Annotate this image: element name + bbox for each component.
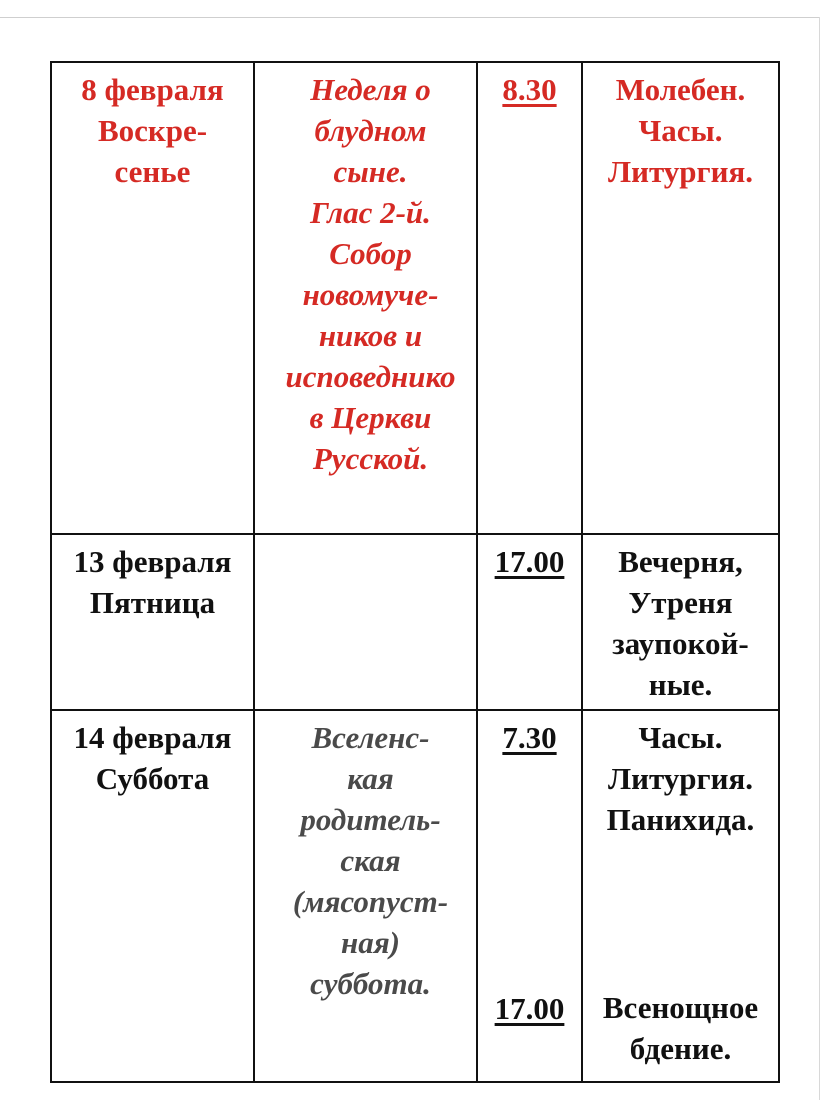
service-cell (582, 62, 779, 534)
service-line: Литургия. (608, 761, 753, 796)
date-line: сенье (114, 154, 191, 189)
date-cell (51, 710, 254, 1082)
time-cell (477, 710, 582, 1082)
feast-line: (мясопуст- (292, 884, 449, 919)
feast-line: кая (347, 761, 394, 796)
date-line: 14 февраля (73, 720, 232, 755)
date-line: 8 февраля (81, 72, 224, 107)
service-line: Часы. (638, 720, 723, 755)
time-cell (477, 62, 582, 534)
service-time: 17.00 (494, 544, 565, 579)
service-time: 7.30 (502, 720, 557, 755)
feast-line: Собор (329, 236, 412, 271)
feast-line: Неделя о (310, 72, 431, 107)
feast-line: исповеднико (285, 359, 456, 394)
service-line: бдение. (629, 1031, 732, 1066)
service-line: Литургия. (608, 154, 753, 189)
service-time: 17.00 (494, 991, 565, 1026)
date-line: 13 февраля (73, 544, 232, 579)
date-line: Воскре- (97, 113, 208, 148)
table-row (51, 62, 779, 534)
service-line: Всенощное (602, 990, 759, 1025)
service-cell (582, 710, 779, 1082)
top-status-bar (0, 0, 820, 18)
service-line: ные. (648, 667, 713, 702)
table-row (51, 710, 779, 1082)
feast-cell (254, 534, 477, 710)
service-time: 8.30 (502, 72, 557, 107)
time-cell (477, 534, 582, 710)
feast-line: Глас 2-й. (310, 195, 431, 230)
schedule-table (50, 61, 780, 1083)
date-cell (51, 62, 254, 534)
feast-line: ная) (340, 925, 400, 960)
feast-line: ская (340, 843, 401, 878)
table-row (51, 534, 779, 710)
service-line: Молебен. (615, 72, 746, 107)
service-line: Вечерня, (618, 544, 743, 579)
feast-line: Вселенс- (311, 720, 430, 755)
feast-cell (254, 62, 477, 534)
service-line: заупокой- (612, 626, 749, 661)
feast-line: Русской. (312, 441, 429, 476)
feast-line: новомуче- (302, 277, 439, 312)
date-line: Пятница (89, 585, 216, 620)
service-line: Часы. (638, 113, 723, 148)
document-page (0, 17, 820, 1100)
service-line: Утреня (628, 585, 733, 620)
feast-line: суббота. (310, 966, 431, 1001)
feast-line: родитель- (300, 802, 441, 837)
service-line: Панихида. (606, 802, 755, 837)
feast-line: в Церкви (309, 400, 432, 435)
date-line: Суббота (95, 761, 210, 796)
feast-line: сыне. (333, 154, 408, 189)
date-cell (51, 534, 254, 710)
service-cell (582, 534, 779, 710)
feast-line: ников и (318, 318, 423, 353)
feast-cell (254, 710, 477, 1082)
feast-line: блудном (314, 113, 427, 148)
